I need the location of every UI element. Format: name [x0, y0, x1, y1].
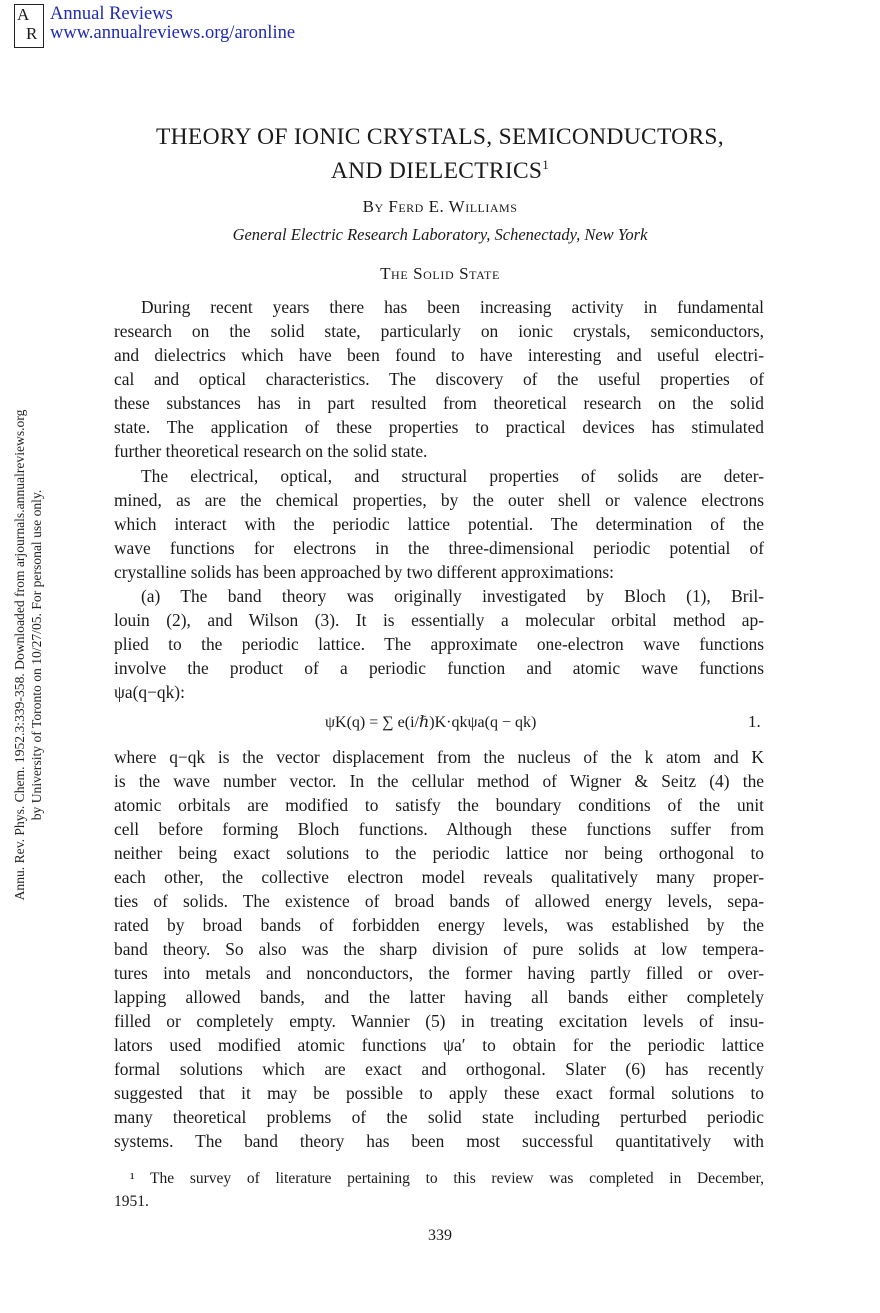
body-line: formal solutions which are exact and orthogonal. Slater (6) has recently — [114, 1059, 764, 1079]
body-line: During recent years there has been increasing activity in fundamental — [141, 297, 764, 317]
body-line: further theoretical research on the solid state. — [114, 441, 428, 461]
body-line: each other, the collective electron model reveals qualitatively many proper- — [114, 867, 764, 887]
body-line: many theoretical problems of the solid state including perturbed periodic — [114, 1107, 764, 1127]
section-heading: The Solid State — [380, 264, 500, 283]
equation-number: 1. — [748, 712, 761, 731]
body-line: tures into metals and nonconductors, the former having partly filled or over- — [114, 963, 764, 983]
body-line: rated by broad bands of forbidden energy levels, was established by the — [114, 915, 764, 935]
body-line: these substances has in part resulted from theoretical research on the solid — [114, 393, 764, 413]
title-line-1: THEORY OF IONIC CRYSTALS, SEMICONDUCTORS, — [156, 124, 724, 150]
body-line: filled or completely empty. Wannier (5) in treating excitation levels of insu- — [114, 1011, 764, 1031]
aronline-link[interactable]: www.annualreviews.org/aronline — [50, 23, 296, 43]
download-notice-line-1: Annu. Rev. Phys. Chem. 1952.3:339-358. Downloaded from arjournals.annualreviews.org — [12, 409, 27, 901]
body-line: and dielectrics which have been found to have interesting and useful electri- — [114, 345, 764, 365]
title-footnote-mark: 1 — [542, 157, 550, 172]
footnote-line-1: ¹ The survey of literature pertaining to this review was completed in December, — [130, 1170, 764, 1187]
footnote-line-2: 1951. — [114, 1193, 149, 1210]
body-line: crystalline solids has been approached by two different approximations: — [114, 562, 615, 582]
header — [14, 4, 295, 48]
author-byline: By Ferd E. Williams — [362, 197, 518, 216]
logo-letter-r: R — [26, 24, 38, 43]
body-line: lapping allowed bands, and the latter having all bands either completely — [114, 987, 764, 1007]
body-line: involve the product of a periodic function and atomic wave functions — [114, 658, 764, 678]
body-line: The electrical, optical, and structural properties of solids are deter- — [141, 466, 764, 486]
download-notice — [11, 190, 45, 1120]
body-line: state. The application of these properties to practical devices has stimulated — [114, 417, 764, 437]
body-line: is the wave number vector. In the cellular method of Wigner & Seitz (4) the — [114, 771, 764, 791]
body-line: cell before forming Bloch functions. Although these functions suffer from — [114, 819, 764, 839]
download-notice-line-2: by University of Toronto on 10/27/05. For personal use only. — [29, 489, 44, 821]
page-number: 339 — [428, 1227, 452, 1244]
body-line: which interact with the periodic lattice potential. The determination of the — [114, 514, 764, 534]
body-line: ties of solids. The existence of broad bands of allowed energy levels, sepa- — [114, 891, 764, 911]
body-line: atomic orbitals are modified to satisfy the boundary conditions of the unit — [114, 795, 764, 815]
body-line: louin (2), and Wilson (3). It is essentially a molecular orbital method ap- — [114, 610, 764, 630]
body-line: (a) The band theory was originally investigated by Bloch (1), Bril- — [141, 586, 764, 606]
body-line: plied to the periodic lattice. The approximate one-electron wave functions — [114, 634, 764, 654]
title-line-2: AND DIELECTRICS — [330, 157, 543, 184]
body-line: band theory. So also was the sharp division of pure solids at low tempera- — [114, 939, 764, 959]
body-line: wave functions for electrons in the three-dimensional periodic potential of — [114, 538, 764, 558]
logo-letter-a: A — [17, 5, 30, 24]
body-line: cal and optical characteristics. The discovery of the useful properties of — [114, 369, 764, 389]
body-line: where q−qk is the vector displacement from the nucleus of the k atom and K — [114, 747, 764, 767]
equation-1: ψK(q) = ∑ e(i/ℏ)K·qkψa(q − qk) — [325, 714, 537, 731]
affiliation: General Electric Research Laboratory, Schenectady, New York — [232, 225, 648, 244]
body-line: lators used modified atomic functions ψa′ to obtain for the periodic lattice — [114, 1035, 764, 1055]
body-line: systems. The band theory has been most successful quantitatively with — [114, 1131, 764, 1151]
article-title — [100, 123, 780, 185]
body-line: suggested that it may be possible to apply these exact formal solutions to — [114, 1083, 764, 1103]
body-line: ψa(q−qk): — [114, 682, 185, 702]
body-line: research on the solid state, particularly on ionic crystals, semiconductors, — [114, 321, 764, 341]
body-line: neither being exact solutions to the periodic lattice nor being orthogonal to — [114, 843, 764, 863]
body-line: mined, as are the chemical properties, by the outer shell or valence electrons — [114, 490, 764, 510]
annual-reviews-logo[interactable] — [14, 4, 44, 48]
annual-reviews-link[interactable]: Annual Reviews — [50, 4, 173, 24]
